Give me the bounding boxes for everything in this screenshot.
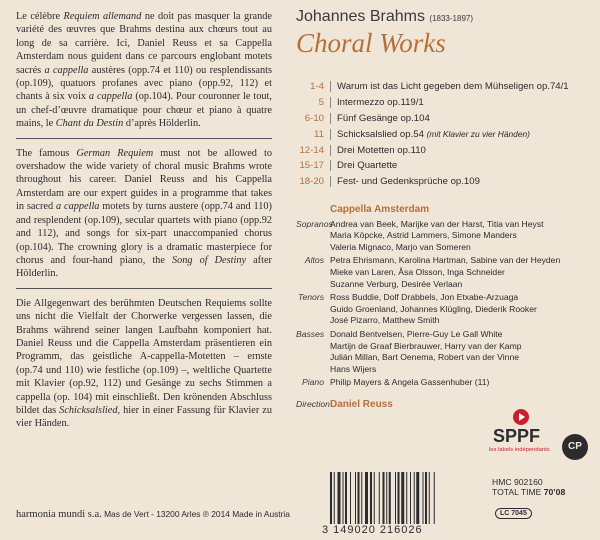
voice-members: [330, 255, 588, 290]
voice-group: [296, 219, 588, 254]
notes-french: [16, 10, 272, 131]
barcode-digits: 3 149020 216026: [322, 524, 423, 536]
barcode-bar: [386, 472, 387, 524]
voice-members: [330, 219, 588, 254]
barcode-bar: [423, 472, 424, 524]
track-number: 18-20: [296, 176, 331, 187]
note-italic-run: Requiem allemand: [63, 11, 142, 22]
voice-group: [296, 377, 588, 389]
note-italic-run: Chant du Destin: [55, 118, 124, 130]
note-run: motets by turns austere (opp.74 and 110) and resplendent (op.109), secular quartets with piano (opp.92 and 112), and songs for six-part unaccompanied chorus (op.104). The crowning glory is a dramatic masterpiece for chorus and four-hand piano, the: [16, 201, 272, 266]
divider: [16, 288, 272, 289]
barcode-bar: [343, 472, 344, 524]
barcode-bar: [425, 472, 427, 524]
note-run: The famous: [16, 147, 77, 159]
catalog-number: HMC 902160: [492, 477, 543, 487]
album-title: Choral Works: [296, 28, 446, 58]
track-number: 12-14: [296, 145, 331, 156]
note-italic-run: a cappella: [44, 64, 89, 76]
member-line: Suzanne Verburg, Desirée Verlaan: [330, 278, 463, 289]
catalog-info: [492, 477, 565, 497]
note-run: after Hölderlin.: [16, 254, 272, 280]
member-line: Petra Ehrismann, Karolina Hartman, Sabine van der Heyden: [330, 255, 561, 266]
note-run: Die Allgegenwart des berühmten Deutschen Requiems sollte uns nicht die Vielfalt der Chorwerke vergessen lassen, die Brahms während seiner langen Laufbahn komponiert hat. Daniel Reuss und die Cappella Amsterdam präsentieren ein Programm, das geistliche A-cappella-Motetten – ernste (op.74 und 110) wie festliche (op.109) –, weltliche Quartette mit Klavier (op.92, 112) und Gesänge zu sechs Stimmen a cappella (op. 104) mit einschließt. Den krönenden Abschluss bildet das: [16, 297, 272, 416]
note-run: d’après Hölderlin.: [123, 118, 201, 130]
voice-group: [296, 292, 588, 327]
voice-label: Altos: [304, 255, 324, 266]
total-time: TOTAL TIME 70’08: [492, 487, 566, 497]
track-number: 1-4: [296, 81, 331, 92]
barcode-bar: [414, 472, 415, 524]
note-italic-run: a cappella: [56, 201, 100, 213]
member-line: Mieke van Laren, Åsa Olsson, Inga Schneider: [330, 266, 505, 277]
barcode-bar: [361, 472, 362, 524]
member-line: Hans Wijers: [330, 363, 377, 374]
track-number: 5: [296, 97, 331, 108]
divider: [16, 138, 272, 139]
composer-dates: (1833-1897): [429, 14, 474, 23]
barcode-bar: [338, 472, 341, 524]
ensemble-name: Cappella Amsterdam: [330, 203, 430, 215]
label-address: Mas de Vert - 13200 Arles ℗ 2014 Made in Austria: [104, 509, 290, 519]
barcode-bar: [429, 472, 430, 524]
member-line: Julián Millan, Bart Oenema, Robert van der Vinne: [330, 352, 520, 363]
voice-label: Tenors: [298, 292, 324, 303]
track-title: Intermezzo op.119/1: [337, 97, 424, 109]
performer-list: [296, 219, 588, 389]
member-line: Valeria Mignaco, Marjo van Someren: [330, 241, 471, 252]
voice-members: [330, 377, 588, 389]
footer: [16, 509, 290, 520]
track-row: [296, 158, 588, 174]
voice-group: [296, 255, 588, 290]
barcode: [328, 472, 474, 524]
play-icon: [511, 408, 531, 426]
track-row: [296, 126, 588, 142]
notes-german: [16, 297, 272, 431]
barcode-bar: [365, 472, 368, 524]
voice-members: [330, 329, 588, 375]
note-italic-run: German Requiem: [76, 147, 154, 159]
voice-label: Sopranos: [296, 218, 333, 229]
member-line: Donald Bentvelsen, Pierre-Guy Le Gall White: [330, 328, 503, 339]
note-run: ne doit pas masquer la grande variété des œuvres que Brahms destina aux chœurs tout au long de sa carrière. Ici, Daniel Reuss et sa Cappella Amsterdam nous guident dans ce parcours englobant motets sacrés: [16, 11, 272, 76]
track-title: Fest- und Gedenksprüche op.109: [337, 176, 480, 188]
cp-logo: CP: [562, 434, 588, 460]
note-run: must not be allowed to overshadow the wide variety of choral music Brahms wrote throughout his career. Daniel Reuss and his Cappella Amsterdam are our expert guides in a programme that takes in sacred: [16, 147, 272, 213]
member-line: Ross Buddie, Dolf Drabbels, Jon Etxabe-Arzuaga: [330, 292, 519, 303]
barcode-bar: [406, 472, 407, 524]
liner-notes: [16, 10, 272, 431]
track-number: 11: [296, 129, 331, 140]
barcode-bar: [334, 472, 335, 524]
barcode-bar: [358, 472, 360, 524]
track-row: [296, 95, 588, 111]
tracklist-panel: [296, 8, 588, 410]
note-italic-run: Song of Destiny: [171, 254, 247, 266]
barcode-bar: [355, 472, 356, 524]
note-run: (op.104). Pour couronner le tout, un chef-d’œuvre dramatique pour chœur et piano à quatre mains, le: [16, 91, 272, 130]
note-italic-run: a cappella: [88, 91, 133, 103]
member-line: Andrea van Beek, Marijke van der Harst, Titia van Heyst: [330, 218, 544, 229]
member-line: José Pizarro, Matthew Smith: [330, 315, 440, 326]
sppf-logo: SPPF les labels indépendants: [489, 408, 563, 453]
member-line: Maria Köpcke, Astrid Lammers, Simone Manders: [330, 230, 517, 241]
director-label: Direction: [296, 399, 330, 410]
note-run: , hier in einer Fassung für Klavier zu vier Händen.: [16, 404, 272, 430]
note-run: austères (opp.74 et 110) ou resplendissants (op.109), quatuors profanes avec piano (opp.92, 112) et chants à six voix: [16, 64, 272, 103]
track-title: Warum ist das Licht gegeben dem Mühseligen op.74/1: [337, 81, 569, 93]
barcode-bar: [370, 472, 372, 524]
track-title: Drei Motetten op.110: [337, 144, 426, 156]
barcode-bar: [389, 472, 391, 524]
track-number: 15-17: [296, 160, 331, 171]
track-title: Fünf Gesänge op.104: [337, 112, 430, 124]
barcode-bar: [395, 472, 396, 524]
voice-label: Piano: [302, 377, 324, 388]
barcode-bar: [410, 472, 411, 524]
track-row: [296, 174, 588, 190]
track-number: 6-10: [296, 113, 331, 124]
voice-group: [296, 329, 588, 375]
barcode-bar: [345, 472, 347, 524]
member-line: Martijn de Graaf Bierbrauwer, Harry van der Kamp: [330, 340, 522, 351]
barcode-bar: [416, 472, 419, 524]
voice-members: [330, 292, 588, 327]
track-row: [296, 142, 588, 158]
barcode-bar: [330, 472, 332, 524]
notes-english: [16, 147, 272, 281]
label-name: harmonia mundi s.a.: [16, 509, 102, 520]
track-note: (mit Klavier zu vier Händen): [426, 128, 530, 139]
director-name: Daniel Reuss: [330, 398, 393, 410]
barcode-bar: [374, 472, 375, 524]
barcode-bar: [401, 472, 404, 524]
note-italic-run: Schicksalslied: [59, 404, 118, 416]
barcode-bar: [350, 472, 351, 524]
barcode-bar: [383, 472, 385, 524]
barcode-bar: [398, 472, 400, 524]
member-line: Philip Mayers & Angela Gassenhuber (11): [330, 377, 490, 388]
member-line: Guido Groenland, Johannes Klügling, Diederik Rooker: [330, 303, 537, 314]
track-list: [296, 79, 588, 190]
track-title: Drei Quartette: [337, 160, 398, 172]
barcode-bar: [379, 472, 380, 524]
composer-name: Johannes Brahms (1833-1897): [296, 8, 474, 25]
barcode-bar: [434, 472, 435, 524]
note-run: Le célèbre: [16, 11, 64, 22]
track-row: [296, 111, 588, 127]
lc-logo: LC 7045: [495, 508, 532, 519]
track-row: [296, 79, 588, 95]
track-title: Schicksalslied op.54 (mit Klavier zu vier Händen): [337, 128, 530, 140]
voice-label: Basses: [296, 328, 325, 339]
